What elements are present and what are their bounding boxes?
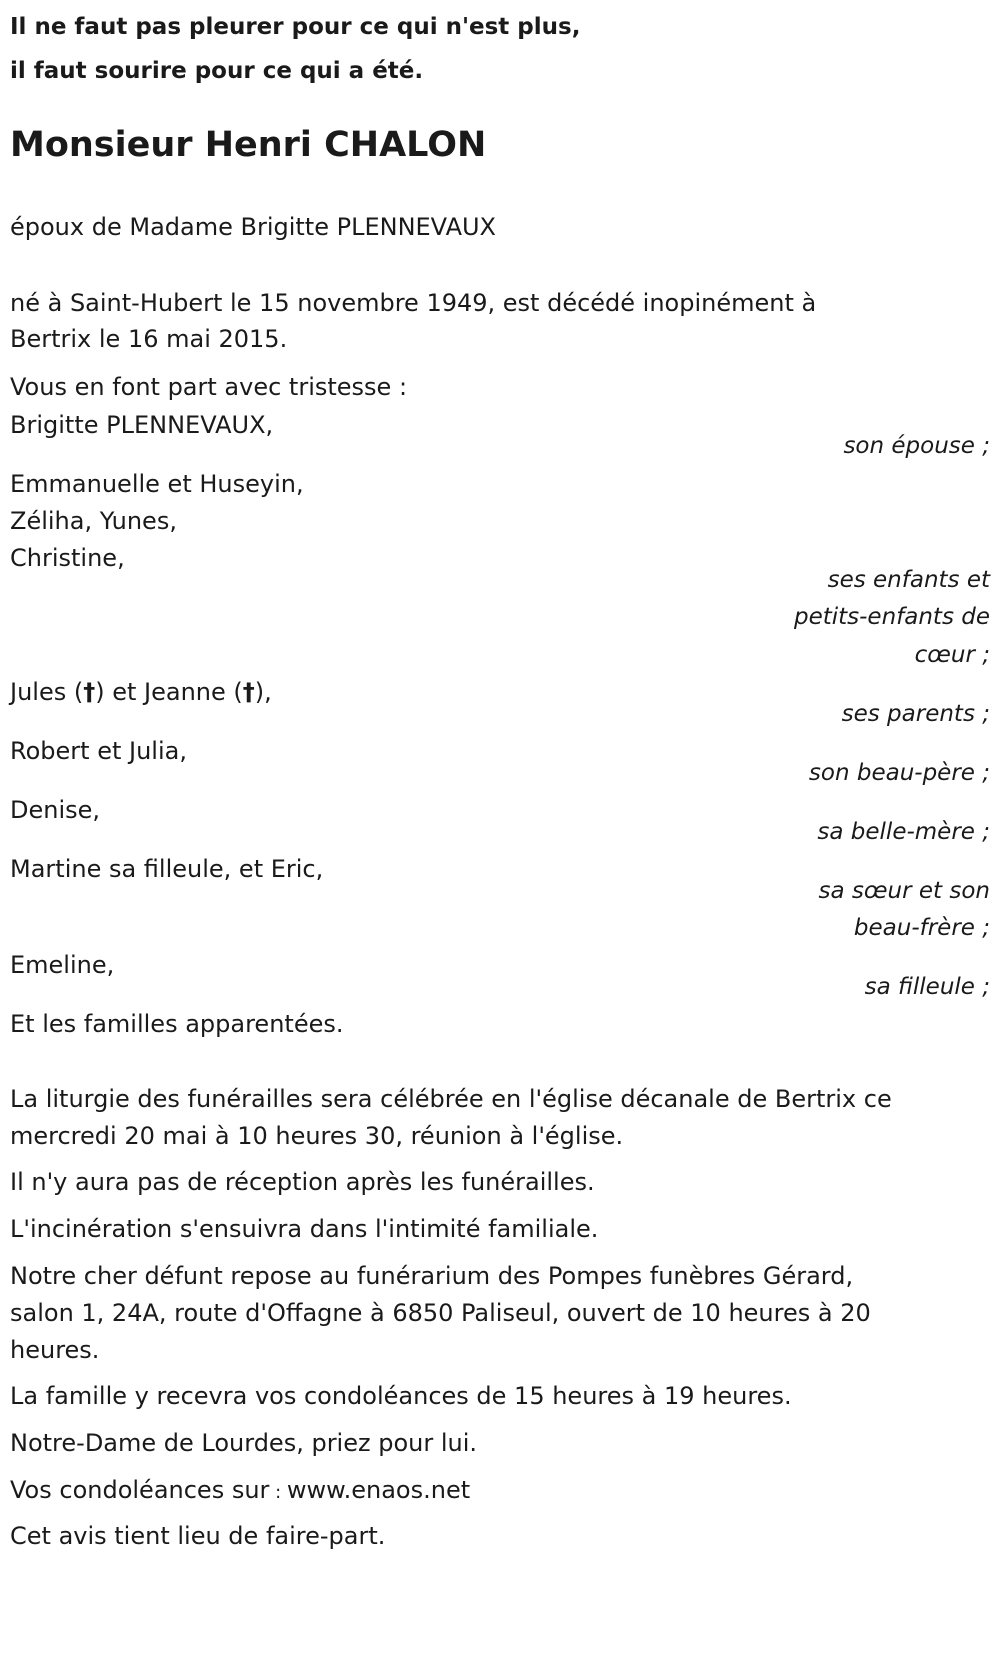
inlaws-role: son beau-père ;: [808, 760, 990, 786]
deceased-name: Monsieur Henri CHALON: [10, 125, 487, 165]
families-closing: Et les familles apparentées.: [10, 1010, 344, 1038]
parents-line: [10, 672, 272, 712]
reception-line: Il n'y aura pas de réception après les funérailles.: [10, 1168, 595, 1196]
notice-line: Cet avis tient lieu de faire-part.: [10, 1522, 386, 1550]
children-line-3: Christine,: [10, 544, 125, 572]
condolences-web-link[interactable]: www.enaos.net: [286, 1476, 471, 1504]
cremation-line: L'incinération s'ensuivra dans l'intimité familiale.: [10, 1215, 599, 1243]
spouse-role: son épouse ;: [843, 433, 990, 459]
cross-icon: †: [83, 678, 96, 706]
denise-line: Denise,: [10, 796, 101, 824]
emeline-line: Emeline,: [10, 951, 115, 979]
sister-role-1: sa sœur et son: [818, 878, 990, 904]
liturgy-line-1: La liturgie des funérailles sera célébrée en l'église décanale de Bertrix ce: [10, 1085, 892, 1113]
denise-role: sa belle-mère ;: [817, 819, 990, 845]
condolences-web-separator: :: [269, 1482, 287, 1503]
children-line-2: Zéliha, Yunes,: [10, 507, 177, 535]
cross-icon: †: [242, 678, 255, 706]
rest-line-3: heures.: [10, 1336, 100, 1364]
sister-line: Martine sa filleule, et Eric,: [10, 855, 324, 883]
parents-text-b: ) et Jeanne (: [95, 678, 243, 706]
condolences-web-label: Vos condoléances sur: [10, 1476, 270, 1504]
motto-line-1: Il ne faut pas pleurer pour ce qui n'est plus,: [10, 14, 581, 40]
parents-text-a: Jules (: [10, 678, 84, 706]
parents-role: ses parents ;: [841, 701, 990, 727]
children-role-2: petits-enfants de: [793, 604, 990, 630]
children-line-1: Emmanuelle et Huseyin,: [10, 470, 304, 498]
spouse-name: Brigitte PLENNEVAUX,: [10, 411, 274, 439]
rest-line-1: Notre cher défunt repose au funérarium des Pompes funèbres Gérard,: [10, 1262, 854, 1290]
children-role-3: cœur ;: [914, 642, 990, 668]
birth-death-line-2: Bertrix le 16 mai 2015.: [10, 325, 288, 353]
children-role-1: ses enfants et: [827, 567, 990, 593]
condolences-hours: La famille y recevra vos condoléances de 15 heures à 19 heures.: [10, 1382, 792, 1410]
prayer-line: Notre-Dame de Lourdes, priez pour lui.: [10, 1429, 478, 1457]
parents-text-c: ),: [254, 678, 272, 706]
liturgy-line-2: mercredi 20 mai à 10 heures 30, réunion à l'église.: [10, 1122, 624, 1150]
inlaws-line: Robert et Julia,: [10, 737, 187, 765]
emeline-role: sa filleule ;: [864, 974, 990, 1000]
sister-role-2: beau-frère ;: [853, 915, 990, 941]
birth-death-line-1: né à Saint-Hubert le 15 novembre 1949, est décédé inopinément à: [10, 289, 817, 317]
rest-line-2: salon 1, 24A, route d'Offagne à 6850 Paliseul, ouvert de 10 heures à 20: [10, 1299, 871, 1327]
motto-line-2: il faut sourire pour ce qui a été.: [10, 58, 424, 84]
condolences-web: [10, 1470, 470, 1513]
spouse-line: époux de Madame Brigitte PLENNEVAUX: [10, 213, 496, 241]
family-intro: Vous en font part avec tristesse :: [10, 373, 408, 401]
